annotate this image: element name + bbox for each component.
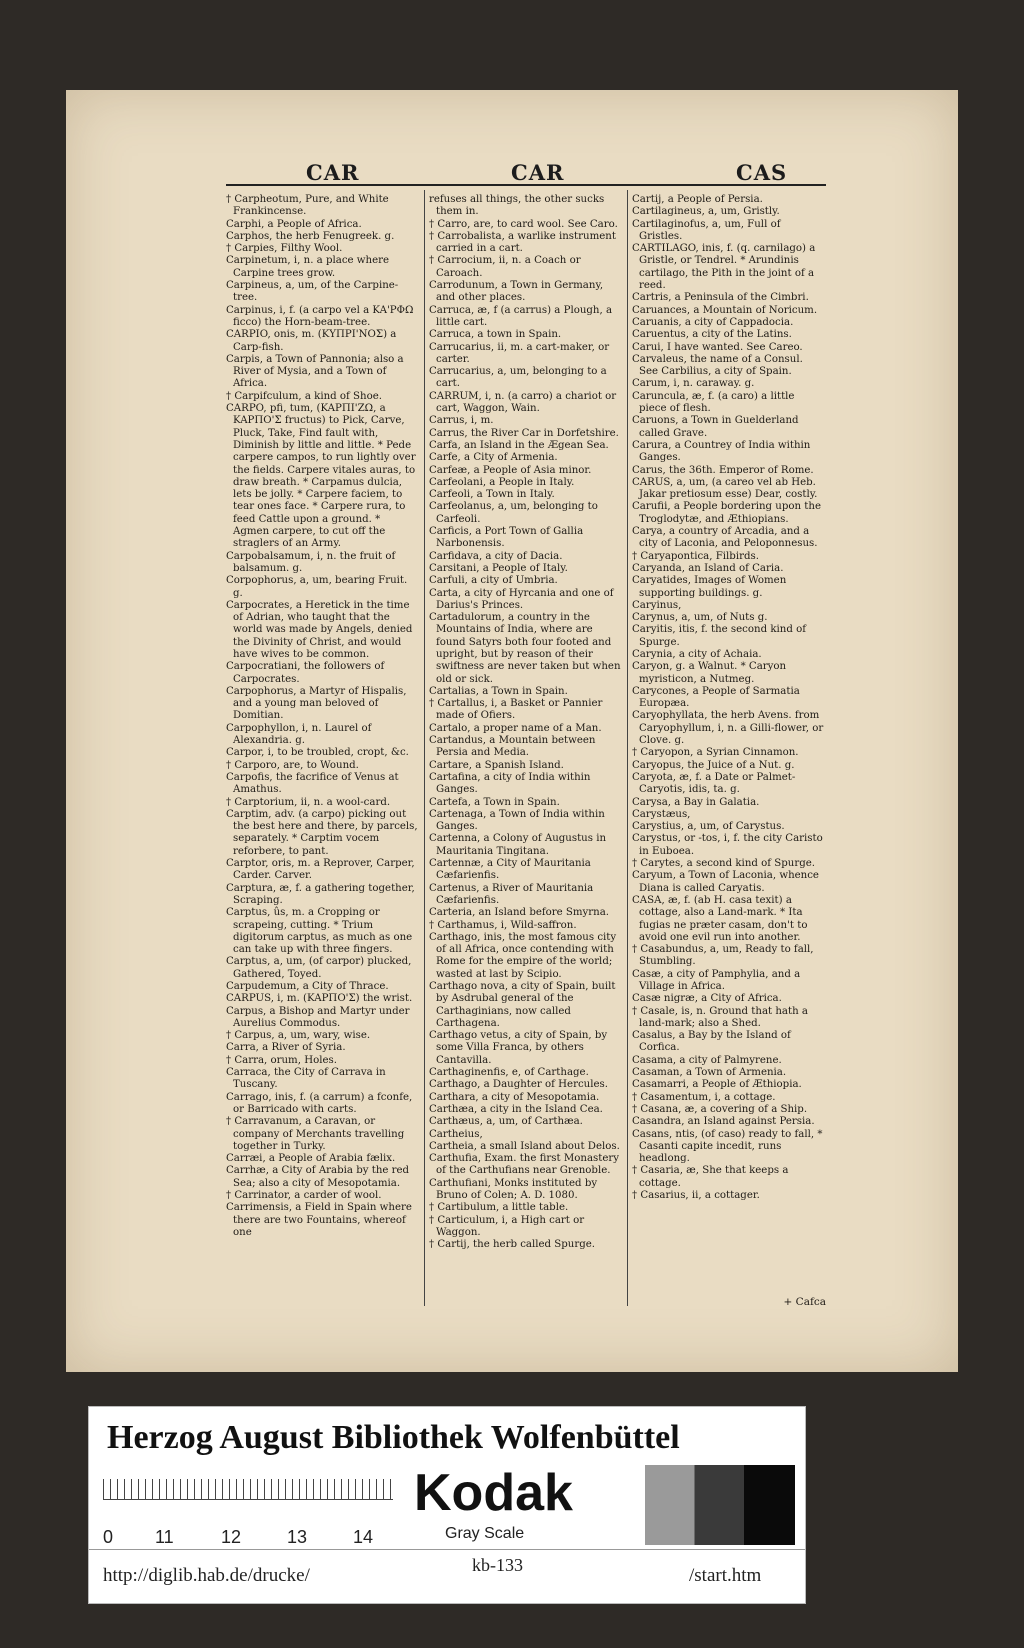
dictionary-entry: Carystus, or -tos, i, f. the city Caristo in Euboea. xyxy=(632,833,823,857)
library-url: http://diglib.hab.de/drucke/ xyxy=(103,1565,310,1586)
dictionary-entry: Carycones, a People of Sarmatia Europæa. xyxy=(632,685,800,710)
dictionary-entry: Cartennæ, a City of Mauritania Cæfarienfis. xyxy=(429,858,591,882)
dictionary-entry: Cartilaginofus, a, um, Full of Gristles. xyxy=(632,218,781,242)
dictionary-entry: † Carticulum, i, a High cart or Waggon. xyxy=(429,1214,585,1238)
dictionary-entry: † Carpifculum, a kind of Shoe. xyxy=(226,390,382,402)
dictionary-entry: Cartandus, a Mountain between Persia and Media. xyxy=(429,735,596,759)
dictionary-entry: Carrimensis, a Field in Spain where there are two Fountains, whereof one xyxy=(226,1202,412,1238)
dictionary-entry: Caruons, a Town in Guelderland called Grave. xyxy=(632,415,799,439)
ruler-number: 0 xyxy=(103,1527,114,1547)
dictionary-entry: Carthago nova, a city of Spain, built by Asdrubal general of the Carthaginians, now called Carthagena. xyxy=(429,981,616,1029)
dictionary-entry: Carynus, a, um, of Nuts g. xyxy=(632,612,768,624)
dictionary-entry: Carficis, a Port Town of Gallia Narbonensis. xyxy=(429,526,584,550)
dictionary-entry: Carpobalsamum, i, n. the fruit of balsamum. g. xyxy=(226,550,396,574)
dictionary-entry: Casandra, an Island against Persia. xyxy=(632,1116,815,1128)
dictionary-entry: Carthufia, Exam. the first Monastery of the Carthufians near Grenoble. xyxy=(429,1153,620,1177)
dictionary-entry: Caryinus, xyxy=(632,599,682,611)
column-1 xyxy=(226,194,418,1306)
dictionary-entry: Caryon, g. a Walnut. * Caryon myristicon, a Nutmeg. xyxy=(632,661,787,685)
dictionary-entry: Carthago, inis, the most famous city of all Africa, once contending with Rome for the empire of the world; wasted at last by Scipio. xyxy=(429,931,617,980)
dictionary-entry: Caruentus, a city of the Latins. xyxy=(632,329,792,341)
dictionary-entry: † Carporo, are, to Wound. xyxy=(226,759,359,771)
dictionary-entry: Cartenna, a Colony of Augustus in Mauritania Tingitana. xyxy=(429,833,607,857)
dictionary-entry: CARPIO, onis, m. (KΥΠΡΙ'ΝΟΣ) a Carp-fish. xyxy=(226,329,397,353)
dictionary-entry: Carræi, a People of Arabia fælix. xyxy=(226,1153,396,1165)
dictionary-entry: Carystius, a, um, of Carystus. xyxy=(632,821,785,833)
dictionary-entry: Carpophyllon, i, n. Laurel of Alexandria. g. xyxy=(226,722,372,747)
dictionary-entry: † Casamentum, i, a cottage. xyxy=(632,1091,776,1103)
dictionary-entry: Carura, a Countrey of India within Ganges. xyxy=(632,439,811,464)
dictionary-entry: Carteria, an Island before Smyrna. xyxy=(429,907,610,919)
dictionary-entry: Cartalo, a proper name of a Man. xyxy=(429,722,602,734)
dictionary-entry: Carrucarius, a, um, belonging to a cart. xyxy=(429,366,607,390)
dictionary-entry: Carraca, the City of Carrava in Tuscany. xyxy=(226,1067,386,1091)
dictionary-entry: † Carravanum, a Caravan, or company of Merchants travelling together in Turky. xyxy=(226,1116,405,1152)
ruler-number: 13 xyxy=(287,1527,308,1547)
dictionary-entry: CARTILAGO, inis, f. (q. carnilago) a Gristle, or Tendrel. * Arundinis cartilago, the Pith in the joint of a reed. xyxy=(632,243,816,292)
dictionary-entry: † Cartij, the herb called Spurge. xyxy=(429,1239,596,1251)
dictionary-entry: Caryanda, an Island of Caria. xyxy=(632,562,784,574)
dictionary-entry: Caryophyllata, the herb Avens. from Caryophyllum, i, n. a Gilli-flower, or Clove. g. xyxy=(632,710,824,747)
dictionary-entry: † Cartibulum, a little table. xyxy=(429,1202,569,1214)
dictionary-entry: † Caryopon, a Syrian Cinnamon. xyxy=(632,747,799,759)
dictionary-entry: Carrhæ, a City of Arabia by the red Sea; also a city of Mesopotamia. xyxy=(226,1165,410,1189)
dictionary-entry: † Carra, orum, Holes. xyxy=(226,1054,337,1066)
dictionary-entry: Carthara, a city of Mesopotamia. xyxy=(429,1091,600,1103)
dictionary-entry: Carthago vetus, a city of Spain, by some Villa Franca, by others Cantavilla. xyxy=(429,1030,608,1066)
divider xyxy=(89,1549,805,1550)
dictionary-entry: Carpofis, the facrifice of Venus at Amathus. xyxy=(226,771,399,796)
dictionary-entry: Carfuli, a city of Umbria. xyxy=(429,575,558,587)
dictionary-entry: † Carrinator, a carder of wool. xyxy=(226,1190,382,1202)
header-left: CAR xyxy=(306,160,360,185)
dictionary-entry: Carfeolani, a People in Italy. xyxy=(429,476,575,488)
dictionary-entry: Carus, the 36th. Emperor of Rome. xyxy=(632,464,814,476)
dictionary-entry: Caruances, a Mountain of Noricum. xyxy=(632,304,818,316)
running-header xyxy=(226,160,826,186)
dictionary-entry: Caruanis, a city of Cappadocia. xyxy=(632,316,794,328)
dictionary-entry: Carrodunum, a Town in Germany, and other places. xyxy=(429,280,604,304)
dictionary-entry: † Casale, is, n. Ground that hath a land-mark; also a Shed. xyxy=(632,1005,808,1029)
dictionary-entry: Carpudemum, a City of Thrace. xyxy=(226,981,389,992)
dictionary-entry: Cartalias, a Town in Spain. xyxy=(429,685,568,697)
dictionary-entry: Carfeoli, a Town in Italy. xyxy=(429,489,555,501)
dictionary-entry: Carthæa, a city in the Island Cea. xyxy=(429,1103,603,1115)
dictionary-entry: Carpocrates, a Heretick in the time of Adrian, who taught that the world was made by Angels, denied the Divinity of Christ, and would have wives to be common. xyxy=(226,599,413,660)
dictionary-entry: Carrago, inis, f. (a carrum) a fconfe, or Barricado with carts. xyxy=(226,1091,413,1115)
dictionary-entry: Carui, I have wanted. See Careo. xyxy=(632,341,803,353)
dictionary-entry: Casans, ntis, (of caso) ready to fall, * Casanti capite incedit, runs headlong. xyxy=(632,1128,823,1165)
dictionary-entry: Caryitis, itis, f. the second kind of Spurge. xyxy=(632,624,807,648)
dictionary-entry: Carrucarius, ii, m. a cart-maker, or carter. xyxy=(429,341,610,365)
dictionary-entry: Carthaginenfis, e, of Carthage. xyxy=(429,1067,589,1079)
dictionary-entry: Carfeæ, a People of Asia minor. xyxy=(429,464,592,476)
dictionary-entry: Carysa, a Bay in Galatia. xyxy=(632,796,760,808)
dictionary-entry: CARPO, pfi, tum, (KAPΠΙ'ΖΩ, a KAPΠΟ'Σ fructus) to Pick, Carve, Pluck, Take, Find fault with, Diminish by little and little. * Pede carpere campos, to run lightly over the fields. Carpere vitales auras, to draw breath. * Carpamus dulcia, lets be jolly. * Carpere faciem, to tear ones face. * Carpere rura, to feed Cattle upon a ground. * Agmen carpere, to cut off the straglers of an Army. xyxy=(226,403,416,550)
dictionary-entry: Cartafina, a city of India within Ganges. xyxy=(429,771,591,796)
dictionary-entry: Carynia, a city of Achaia. xyxy=(632,648,762,660)
column-rule xyxy=(424,190,425,1306)
dictionary-entry: Carfa, an Island in the Ægean Sea. xyxy=(429,439,609,451)
dictionary-entry: Carptus, a, um, (of carpor) plucked, Gathered, Toyed. xyxy=(226,956,412,980)
dictionary-entry: † Casana, æ, a covering of a Ship. xyxy=(632,1103,808,1115)
dictionary-entry: Carrus, the River Car in Dorfetshire. xyxy=(429,427,619,439)
dictionary-entry: Carruca, a town in Spain. xyxy=(429,329,562,341)
dictionary-entry: Casamarri, a People of Æthiopia. xyxy=(632,1079,802,1091)
dictionary-entry: Cartefa, a Town in Spain. xyxy=(429,796,560,808)
header-right: CAS xyxy=(736,160,788,185)
dictionary-entry: Cartadulorum, a country in the Mountains of India, where are found Satyrs both four footed and upright, but by reason of their swiftness are never taken but when old or sick. xyxy=(429,612,621,685)
dictionary-entry: Carpus, a Bishop and Martyr under Aurelius Commodus. xyxy=(226,1005,410,1029)
dictionary-entry: Carpinus, i, f. (a carpo vel a KA'PΦΩ ficco) the Horn-beam-tree. xyxy=(226,304,414,328)
dictionary-sheet xyxy=(226,160,826,1310)
header-center: CAR xyxy=(511,160,565,185)
dictionary-entry: Caryota, æ, f. a Date or Palmet-Caryotis, idis, ta. g. xyxy=(632,771,796,796)
dictionary-entry: Cartenus, a River of Mauritania Cæfarienfis. xyxy=(429,882,594,906)
ruler-number: 14 xyxy=(353,1527,374,1547)
target-code: kb-133 xyxy=(472,1555,523,1575)
dictionary-entry: Carystæus, xyxy=(632,808,691,820)
dictionary-entry: Carvaleus, the name of a Consul. See Carbilius, a city of Spain. xyxy=(632,353,803,378)
brand-logo: Kodak xyxy=(414,1464,573,1522)
dictionary-entry: Carsitani, a People of Italy. xyxy=(429,562,568,574)
dictionary-entry: CARPUS, i, m. (KAPΠΟ'Σ) the wrist. xyxy=(226,993,413,1005)
ruler-number: 12 xyxy=(221,1527,242,1547)
ruler-number: 11 xyxy=(155,1527,174,1547)
dictionary-entry: Cartilagineus, a, um, Gristly. xyxy=(632,206,780,218)
dictionary-entry: † Cartallus, i, a Basket or Pannier made of Ofiers. xyxy=(429,698,603,722)
column-3 xyxy=(632,194,824,1306)
dictionary-entry: CASA, æ, f. (ab H. casa texit) a cottage, also a Land-mark. * Ita fugias ne præter casam, don't to avoid one evil run into another. xyxy=(632,894,808,943)
dictionary-entry: Carpinetum, i, n. a place where Carpine trees grow. xyxy=(226,255,390,279)
dictionary-entry: Cartheia, a small Island about Delos. xyxy=(429,1140,620,1152)
dictionary-entry: † Carro, are, to card wool. See Caro. xyxy=(429,218,618,230)
dictionary-entry: † Carthamus, i, Wild-saffron. xyxy=(429,919,577,931)
dictionary-entry: Carra, a River of Syria. xyxy=(226,1042,346,1054)
dictionary-entry: † Casarius, ii, a cottager. xyxy=(632,1190,760,1202)
dictionary-entry: Carptim, adv. (a carpo) picking out the best here and there, by parcels, separately. * Carptim vocem reforbere, to pant. xyxy=(226,808,418,857)
dictionary-entry: Carthufiani, Monks instituted by Bruno of Colen; A. D. 1080. xyxy=(429,1177,598,1202)
dictionary-entry: Caryopus, the Juice of a Nut. g. xyxy=(632,759,795,771)
dictionary-entry: Carrus, i, m. xyxy=(429,415,494,427)
dictionary-entry: Carum, i, n. caraway. g. xyxy=(632,378,755,390)
column-2 xyxy=(429,194,621,1306)
dictionary-entry: Carfidava, a city of Dacia. xyxy=(429,550,563,562)
book-page xyxy=(66,90,958,1372)
dictionary-entry: Carfeolanus, a, um, belonging to Carfeoli. xyxy=(429,501,598,525)
dictionary-entry: Casaman, a Town of Armenia. xyxy=(632,1067,787,1079)
dictionary-entry: † Carytes, a second kind of Spurge. xyxy=(632,858,815,870)
dictionary-entry: Caruncula, æ, f. (a caro) a little piece of flesh. xyxy=(632,390,795,415)
library-name: Herzog August Bibliothek Wolfenbüttel xyxy=(107,1419,680,1456)
dictionary-entry: Cartenaga, a Town of India within Ganges. xyxy=(429,808,605,833)
dictionary-entry: Carpor, i, to be troubled, cropt, &c. xyxy=(226,747,409,759)
ruler xyxy=(103,1479,393,1547)
dictionary-entry: Casama, a city of Palmyrene. xyxy=(632,1054,782,1066)
dictionary-entry: Carpineus, a, um, of the Carpine-tree. xyxy=(226,280,399,304)
column-rule xyxy=(627,190,628,1306)
gray-scale-patches xyxy=(645,1465,795,1545)
dictionary-entry: Carphos, the herb Fenugreek. g. xyxy=(226,230,395,242)
dictionary-entry: Casæ nigræ, a City of Africa. xyxy=(632,993,782,1005)
dictionary-entry: Cartare, a Spanish Island. xyxy=(429,759,564,771)
dictionary-entry: Carpophorus, a Martyr of Hispalis, and a young man beloved of Domitian. xyxy=(226,685,407,722)
dictionary-entry: CARRUM, i, n. (a carro) a chariot or cart, Waggon, Wain. xyxy=(429,390,617,415)
dictionary-entry: Carthæus, a, um, of Carthæa. xyxy=(429,1116,583,1128)
dictionary-entry: Carpis, a Town of Pannonia; also a River of Mysia, and a Town of Africa. xyxy=(226,353,404,390)
dictionary-entry: † Carpus, a, um, wary, wise. xyxy=(226,1030,371,1042)
dictionary-entry: Carpocratiani, the followers of Carpocrates. xyxy=(226,661,385,685)
dictionary-entry: Carptor, oris, m. a Reprover, Carper, Carder. Carver. xyxy=(226,858,415,882)
gray-scale-label: Gray Scale xyxy=(445,1525,525,1542)
dictionary-entry: CARUS, a, um, (a careo vel ab Heb. Jakar pretiosum esse) Dear, costly. xyxy=(632,476,818,501)
color-target-card xyxy=(88,1406,806,1604)
dictionary-entry: Carfe, a City of Armenia. xyxy=(429,452,558,464)
dictionary-entry: † Carptorium, ii, n. a wool-card. xyxy=(226,796,391,808)
dictionary-entry: refuses all things, the other sucks them in. xyxy=(429,194,605,218)
library-url-suffix: /start.htm xyxy=(689,1565,762,1586)
dictionary-entry: † Casabundus, a, um, Ready to fall, Stumbling. xyxy=(632,944,814,968)
dictionary-entry: Cartij, a People of Persia. xyxy=(632,194,763,205)
dictionary-entry: Carptura, æ, f. a gathering together, Scraping. xyxy=(226,882,415,906)
dictionary-entry: † Casaria, æ, She that keeps a cottage. xyxy=(632,1165,789,1189)
ruler-ticks xyxy=(103,1479,393,1500)
dictionary-entry: Carthago, a Daughter of Hercules. xyxy=(429,1079,608,1091)
dictionary-entry: † Carpheotum, Pure, and White Frankincense. xyxy=(226,194,389,218)
dictionary-entry: Casalus, a Bay by the Island of Corfica. xyxy=(632,1030,791,1054)
dictionary-entry: Carruca, æ, f (a carrus) a Plough, a little cart. xyxy=(429,304,613,328)
dictionary-entry: † Carpies, Filthy Wool. xyxy=(226,243,343,255)
dictionary-entry: Cartheius, xyxy=(429,1128,483,1140)
dictionary-entry: Carufii, a People bordering upon the Troglodytæ, and Æthiopians. xyxy=(632,501,821,525)
dictionary-entry: Carta, a city of Hyrcania and one of Darius's Princes. xyxy=(429,587,614,611)
dictionary-entry: Cartris, a Peninsula of the Cimbri. xyxy=(632,292,809,304)
dictionary-entry: Casæ, a city of Pamphylia, and a Village in Africa. xyxy=(632,968,801,992)
dictionary-entry: † Carrocium, ii, n. a Coach or Caroach. xyxy=(429,255,581,279)
dictionary-entry: Caryum, a Town of Laconia, whence Diana is called Caryatis. xyxy=(632,870,819,894)
catchword: + Cafca xyxy=(783,1296,826,1308)
dictionary-entry: Corpophorus, a, um, bearing Fruit. g. xyxy=(226,575,408,599)
dictionary-entry: † Carrobalista, a warlike instrument carried in a cart. xyxy=(429,230,616,255)
dictionary-entry: Carptus, ûs, m. a Cropping or scrapeing, cutting. * Trium digitorum carptus, as much as one can take up with three fingers. xyxy=(226,907,413,956)
dictionary-entry: Carya, a country of Arcadia, and a city of Laconia, and Peloponnesus. xyxy=(632,526,818,550)
dictionary-entry: † Caryapontica, Filbirds. xyxy=(632,550,759,562)
dictionary-entry: Carphi, a People of Africa. xyxy=(226,218,362,230)
dictionary-entry: Caryatides, Images of Women supporting buildings. g. xyxy=(632,575,787,599)
